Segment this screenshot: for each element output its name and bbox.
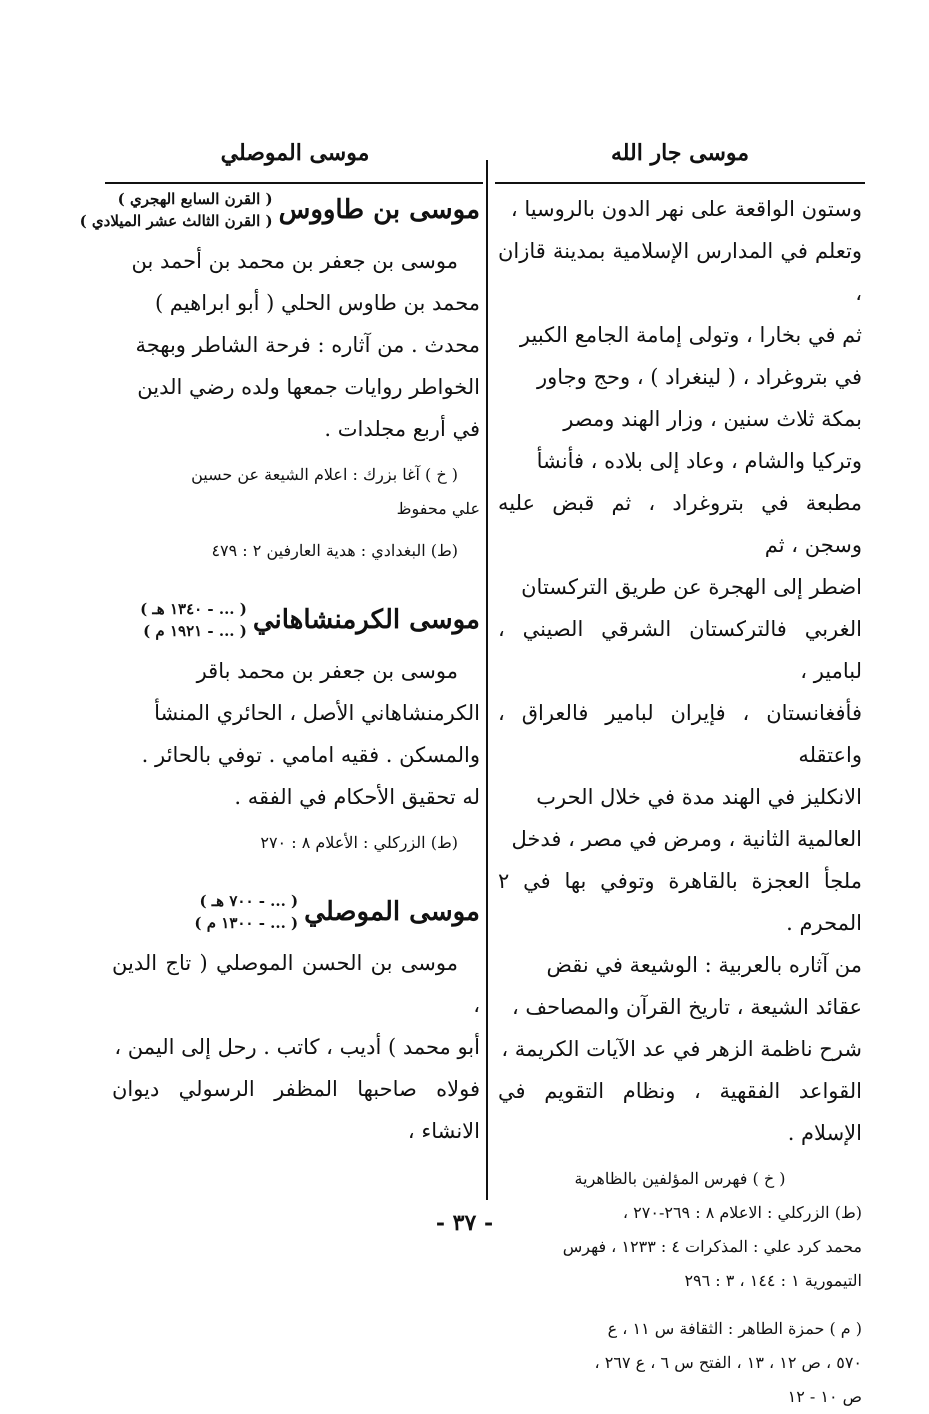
paragraph-line: له تحقيق الأحكام في الفقه . [234,785,480,809]
reference-line: (ط) البغدادي : هدية العارفين ٢ : ٤٧٩ [211,541,458,560]
left-column [79,188,480,1152]
right-running-header: موسى جار الله [610,140,750,166]
entry-date-gregorian: ( ... - ١٩٢١ م ) [143,622,247,640]
paragraph-line: محدث . من آثاره : فرحة الشاطر وبهجة [135,333,480,357]
paragraph-line: في أربع مجلدات . [324,417,480,441]
entry-date-hijri: ( ... - ٧٠٠ هـ ) [199,892,299,910]
paragraph-line: الغربي فالتركستان الشرقي الصيني ، لبامير ، [498,617,862,683]
paragraph-line: الكرمنشاهاني الأصل ، الحائري المنشأ [154,701,480,725]
entry-name: موسى الكرمنشاهاني [252,605,480,635]
paragraph-line: اضطر إلى الهجرة عن طريق التركستان [521,575,862,599]
entry-date-hijri: ( القرن السابع الهجري ) [117,190,273,208]
entry-heading [112,890,480,934]
paragraph-line: الانكليز في الهند مدة في خلال الحرب [536,785,862,809]
entry-heading [112,598,480,642]
paragraph-line: فولاه صاحبها المظفر الرسولي ديوان الانشاء ، [112,1077,480,1143]
reference-line: محمد كرد علي : المذكرات ٤ : ١٢٣٣ ، فهرس [562,1237,862,1256]
entry-dates [80,188,273,232]
column-divider [486,160,488,1200]
paragraph-line: ثم في بخارا ، وتولى إمامة الجامع الكبير [519,323,862,347]
reference-line: ( م ) حمزة الطاهر : الثقافة س ١١ ، ع [607,1319,862,1338]
entry-date-gregorian: ( القرن الثالث عشر الميلادي ) [79,212,273,230]
page-number: - ٣٧ - [435,1210,494,1236]
entry-dates [194,890,298,934]
paragraph-line: والمسكن . فقيه امامي . توفي بالحائر . [141,743,480,767]
paragraph-line: موسى بن جعفر بن محمد باقر [196,659,458,683]
right-header-rule [495,182,865,184]
paragraph-line: عقائد الشيعة ، تاريخ القرآن والمصاحف ، [511,995,862,1019]
reference-line: (ط) الزركلي : الاعلام ٨ : ٢٦٩-٢٧٠ ، [622,1203,862,1222]
paragraph-line: العالمية الثانية ، ومرض في مصر ، فدخل [511,827,862,851]
paragraph-line: شرح ناظمة الزهر في عد الآيات الكريمة ، [501,1037,862,1061]
paragraph-line: وتركيا والشام ، وعاد إلى بلاده ، فأنشأ [536,449,862,473]
left-running-header: موسى الموصلي [220,140,370,166]
paragraph-line: ملجأ العجزة بالقاهرة وتوفي بها في ٢ المحرم . [498,869,862,935]
reference-line: (ط) الزركلي : الأعلام ٨ : ٢٧٠ [260,833,458,852]
paragraph-line: بمكة ثلاث سنين ، وزار الهند ومصر [563,407,862,431]
paragraph-line: محمد بن طاوس الحلي ( أبو ابراهيم ) [154,291,480,315]
paragraph-line: من آثاره بالعربية : الوشيعة في نقض [546,953,862,977]
paragraph-line: في بتروغراد ، ( لينغراد ) ، وحج وجاور [536,365,862,389]
paragraph-line: فأفغانستان ، فإيران لبامير فالعراق ، واعتقله [498,701,862,767]
entry-date-gregorian: ( ... - ١٣٠٠ م ) [194,914,299,932]
entry-name: موسى الموصلي [304,897,480,927]
paragraph-line: القواعد الفقهية ، ونظام التقويم في الإسلام . [498,1079,862,1145]
entry-date-hijri: ( ... - ١٣٤٠ هـ ) [140,600,247,618]
paragraph-line: وستون الواقعة على نهر الدون بالروسيا ، [510,197,862,221]
paragraph-line: موسى بن جعفر بن محمد بن أحمد بن [131,249,458,273]
reference-line: ( خ ) فهرس المؤلفين بالظاهرية [574,1169,786,1188]
reference-line: ( خ ) آغا بزرك : اعلام الشيعة عن حسين [191,465,458,484]
left-header-rule [105,182,483,184]
reference-line: ص ١٠ - ١٢ [787,1387,862,1406]
entry-name: موسى بن طاووس [278,195,480,225]
paragraph-line: مطبعة في بتروغراد ، ثم قبض عليه وسجن ، ثم [498,491,862,557]
entry-dates [140,598,247,642]
paragraph-line: أبو محمد ) أديب ، كاتب . رحل إلى اليمن ، [114,1035,480,1059]
reference-line: ٥٧٠ ، ص ١٢ ، ١٣ ، الفتح س ٦ ، ع ٢٦٧ ، [594,1353,862,1372]
paragraph-line: وتعلم في المدارس الإسلامية بمدينة قازان ، [498,239,862,305]
paragraph-line: الخواطر روايات جمعها ولده رضي الدين [137,375,480,399]
paragraph-line: موسى بن الحسن الموصلي ( تاج الدين ، [112,951,480,1017]
entry-heading [79,188,480,232]
reference-line: التيمورية ١ : ١٤٤ ، ٣ : ٢٩٦ [684,1271,862,1290]
reference-line: علي محفوظ [396,499,480,518]
